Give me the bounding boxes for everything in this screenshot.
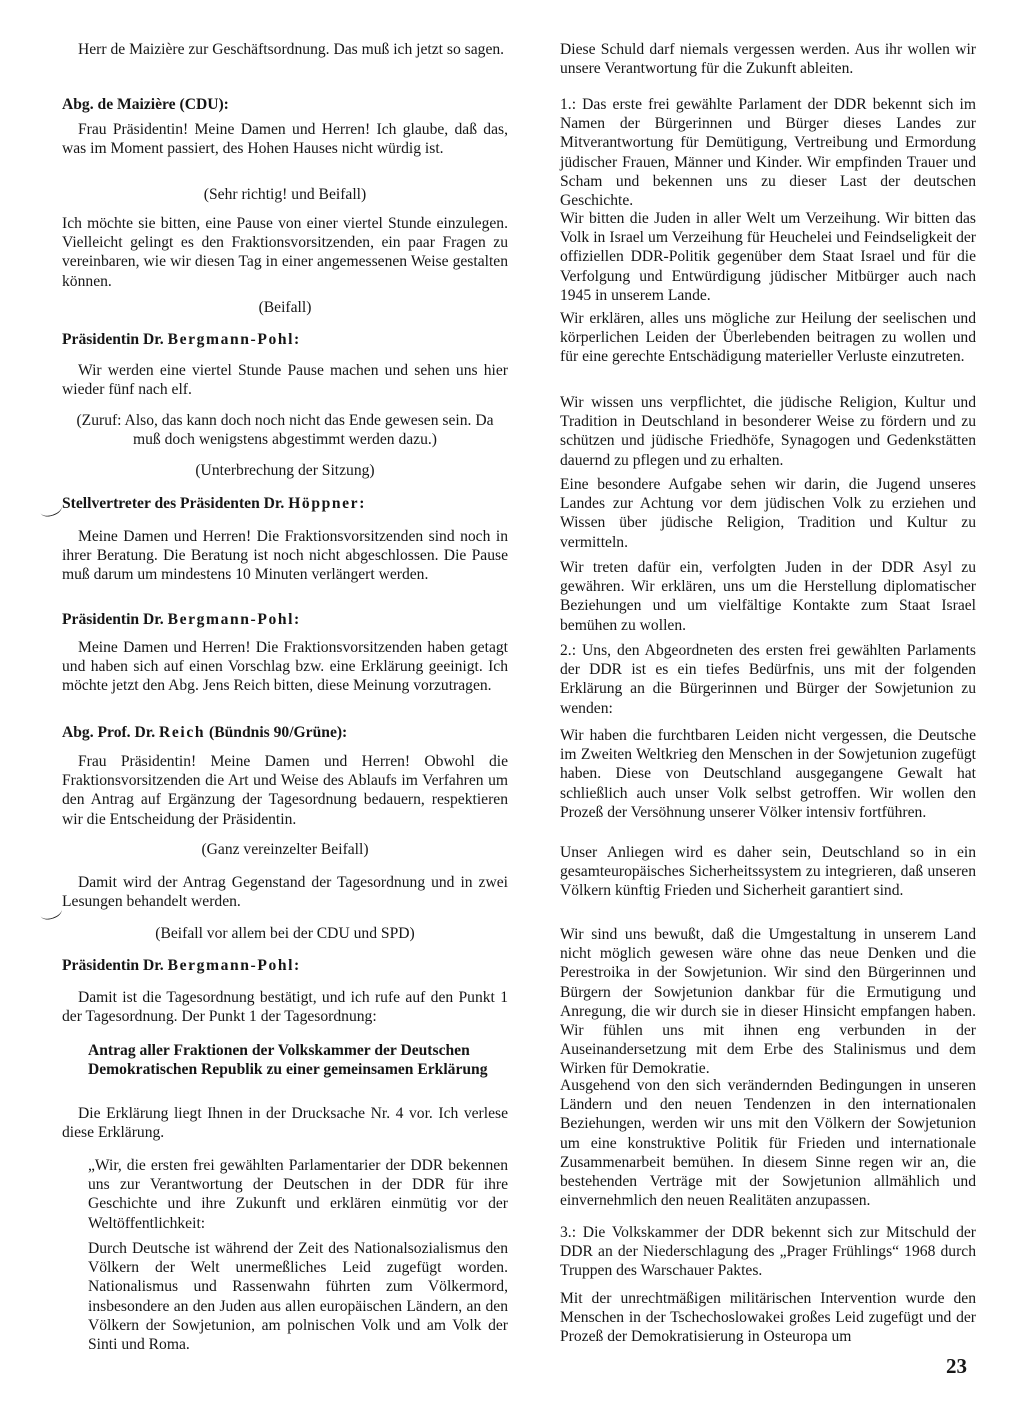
paragraph: Meine Damen und Herren! Die Fraktionsvorsitzenden sind noch in ihrer Beratung. Die Beratung ist noch nicht abgeschlossen. Die Pause muß darum um mindestens 10 Minuten verlängert werden. — [62, 528, 508, 584]
margin-mark — [39, 500, 64, 519]
agenda-item-title: Antrag aller Fraktionen der Volkskammer der Deutschen Demokratischen Republik zu einer gemeinsamen Erklärung — [88, 1042, 488, 1079]
remark: (Zuruf: Also, das kann doch noch nicht das Ende gewesen sein. Da muß doch wenigstens abgestimmt werden dazu.) — [76, 412, 494, 449]
paragraph: Wir sind uns bewußt, daß die Umgestaltung in unserem Land nicht möglich gewesen wäre ohne das neue Denken und die Perestroika in der Sowjetunion. Wir sind den Bürgerinnen und Bürgern der Sowjetunion dankbar für die Ermutigung und Anregung, die wir durch sie in dieser Hinsicht empfangen haben. Wir fühlen uns mit ihnen eng verbunden in der Auseinandersetzung mit dem Erbe des Stalinismus und dem Wirken für Demokratie. — [560, 926, 976, 1078]
paragraph: Wir erklären, alles uns mögliche zur Heilung der seelischen und körperlichen Leiden der Überlebenden beitragen zu wollen und für eine gerechte Entschädigung materieller Verluste einzutreten. — [560, 310, 976, 366]
paragraph: Ausgehend von den sich verändernden Bedingungen in unseren Ländern und den neuen Tendenzen in den internationalen Beziehungen, werden wir uns mit den Völkern der Sowjetunion um eine konstruktive Politik für Frieden und internationale Zusammenarbeit bemühen. In diesem Sinne regen wir an, die bestehenden Verträge mit der Sowjetunion allmählich und einvernehmlich den neuen Realitäten anzupassen. — [560, 1077, 976, 1210]
remark: (Unterbrechung der Sitzung) — [195, 462, 375, 479]
paragraph: Wir haben die furchtbaren Leiden nicht vergessen, die Deutsche im Zweiten Weltkrieg den Menschen in der Sowjetunion zugefügt haben. Diese von Deutschland ausgegangene Gewalt hat schließlich auch unser Volk selbst getroffen. Wir wollen den Prozeß der Versöhnung unserer Völker intensiv fortführen. — [560, 727, 976, 821]
paragraph: Unser Anliegen wird es daher sein, Deutschland so in ein gesamteuropäisches Sicherheitssystem zu integrieren, daß unseren Völkern künftig Frieden und Sicherheit garantiert sind. — [560, 844, 976, 900]
paragraph: 2.: Uns, den Abgeordneten des ersten frei gewählten Parlaments der DDR ist es ein tiefes Bedürfnis, uns mit der folgenden Erklärung an die Bürgerinnen und Bürger der Sowjetunion zu wenden: — [560, 642, 976, 717]
margin-mark — [39, 903, 64, 922]
page-number: 23 — [946, 1354, 967, 1378]
paragraph: Eine besondere Aufgabe sehen wir darin, die Jugend unseres Landes zur Achtung vor dem jüdischen Volk zu erziehen und Wissen über jüdische Religion, Tradition und Kultur zu vermitteln. — [560, 476, 976, 551]
paragraph: Wir treten dafür ein, verfolgten Juden in der DDR Asyl zu gewähren. Wir erklären, uns um die Herstellung diplomatischer Beziehungen und um vielfältige Kontakte zum Staat Israel bemühen zu wollen. — [560, 559, 976, 634]
paragraph: Damit wird der Antrag Gegenstand der Tagesordnung und in zwei Lesungen behandelt werden. — [62, 874, 508, 911]
paragraph: Damit ist die Tagesordnung bestätigt, und ich rufe auf den Punkt 1 der Tagesordnung. Der Punkt 1 der Tagesordnung: — [62, 989, 508, 1026]
speaker-heading: Präsidentin Dr. Bergmann-Pohl: — [62, 611, 301, 628]
speaker-heading: Abg. Prof. Dr. Reich (Bündnis 90/Grüne): — [62, 724, 348, 741]
speaker-heading: Präsidentin Dr. Bergmann-Pohl: — [62, 957, 301, 974]
remark: (Beifall) — [258, 299, 312, 316]
paragraph: Frau Präsidentin! Meine Damen und Herren! Ich glaube, daß das, was im Moment passiert, des Hohen Hauses nicht würdig ist. — [62, 121, 508, 158]
speaker-heading: Präsidentin Dr. Bergmann-Pohl: — [62, 331, 301, 348]
paragraph: Frau Präsidentin! Meine Damen und Herren! Obwohl die Fraktionsvorsitzenden die Art und Weise des Ablaufs im Verfahren um den Antrag auf Ergänzung der Tagesordnung bedauern, respektieren wir die Entscheidung der Präsidentin. — [62, 753, 508, 828]
paragraph: Meine Damen und Herren! Die Fraktionsvorsitzenden haben getagt und haben sich auf einen Vorschlag bzw. eine Erklärung geeinigt. Ich möchte jetzt den Abg. Jens Reich bitten, diese Meinung vorzutragen. — [62, 639, 508, 695]
paragraph: Mit der unrechtmäßigen militärischen Intervention wurde den Menschen in der Tschechoslowakei großes Leid zugefügt und der Prozeß der Demokratisierung in Osteuropa um — [560, 1290, 976, 1346]
paragraph: 3.: Die Volkskammer der DDR bekennt sich zur Mitschuld der DDR an der Niederschlagung des „Prager Frühlings“ 1968 durch Truppen des Warschauer Paktes. — [560, 1224, 976, 1280]
speaker-heading: Stellvertreter des Präsidenten Dr. Höppner: — [62, 495, 366, 512]
remark: (Ganz vereinzelter Beifall) — [201, 841, 369, 858]
paragraph: Wir werden eine viertel Stunde Pause machen und sehen uns hier wieder fünf nach elf. — [62, 362, 508, 399]
paragraph: Wir bitten die Juden in aller Welt um Verzeihung. Wir bitten das Volk in Israel um Verzeihung für Heuchelei und Feindseligkeit der offiziellen DDR-Politik gegenüber dem Staat Israel und für die Verfolgung und Entwürdigung jüdischer Mitbürger auch nach 1945 in unserem Lande. — [560, 210, 976, 304]
paragraph: Ich möchte sie bitten, eine Pause von einer viertel Stunde einzulegen. Vielleicht gelingt es den Fraktionsvorsitzenden, ein paar Fragen zu vereinbaren, wie wir diesen Tag in einer angemessenen Weise gestalten können. — [62, 215, 508, 290]
paragraph: Wir wissen uns verpflichtet, die jüdische Religion, Kultur und Tradition in Deutschland in besonderer Weise zu fördern und zu schützen und jüdische Friedhöfe, Synagogen und Gedenkstätten dauernd zu pflegen und zu erhalten. — [560, 394, 976, 469]
remark: (Sehr richtig! und Beifall) — [203, 186, 367, 203]
quote-paragraph: „Wir, die ersten frei gewählten Parlamentarier der DDR bekennen uns zur Verantwortung der Deutschen in der DDR für ihre Geschichte und ihre Zukunft und erklären einmütig vor der Weltöffentlichkeit: — [88, 1157, 508, 1232]
speaker-heading: Abg. de Maizière (CDU): — [62, 96, 229, 113]
quote-paragraph: Durch Deutsche ist während der Zeit des Nationalsozialismus den Völkern der Welt unermeßliches Leid zugefügt worden. Nationalismus und Rassenwahn führten zum Völkermord, insbesondere an den Juden aus allen europäischen Ländern, an den Völkern der Sowjetunion, am polnischen Volk und am Volk der Sinti und Roma. — [88, 1240, 508, 1354]
paragraph: Die Erklärung liegt Ihnen in der Drucksache Nr. 4 vor. Ich verlese diese Erklärung. — [62, 1105, 508, 1142]
paragraph: Diese Schuld darf niemals vergessen werden. Aus ihr wollen wir unsere Verantwortung für die Zukunft ableiten. — [560, 41, 976, 78]
remark: (Beifall vor allem bei der CDU und SPD) — [155, 925, 415, 942]
paragraph: Herr de Maizière zur Geschäftsordnung. Das muß ich jetzt so sagen. — [78, 41, 505, 58]
paragraph: 1.: Das erste frei gewählte Parlament der DDR bekennt sich im Namen der Bürgerinnen und Bürger dieses Landes zur Mitverantwortung für Demütigung, Vertreibung und Ermordung jüdischer Frauen, Männer und Kinder. Wir empfinden Trauer und Scham und bekennen uns zu dieser Last der deutschen Geschichte. — [560, 96, 976, 210]
